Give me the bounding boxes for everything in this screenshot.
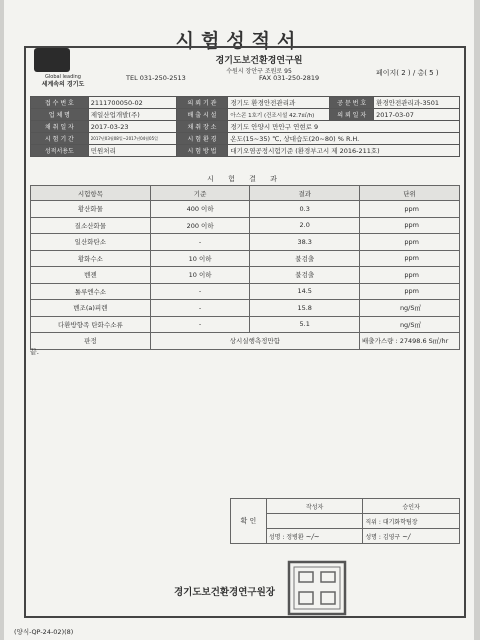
- test-item: 벤젠: [31, 267, 151, 284]
- verdict-value: 상시실행측정만함: [150, 333, 359, 350]
- approver-signature: ~/: [402, 532, 411, 541]
- result: 2.0: [250, 217, 360, 234]
- info-value: 제일산업개발(주): [88, 109, 176, 121]
- table-row: [31, 267, 460, 284]
- info-key: 의 뢰 일 자: [330, 109, 374, 121]
- issuer-name: 경기도보건환경연구원장: [174, 587, 275, 598]
- info-key: 업 체 명: [31, 109, 89, 121]
- results-header-row: [31, 186, 460, 201]
- info-key: 시 험 기 간: [31, 133, 89, 145]
- result: 불검출: [250, 250, 360, 267]
- info-row: [31, 109, 460, 121]
- standard: 10 이하: [150, 250, 250, 267]
- info-row: [31, 121, 460, 133]
- gas-flow-value: 배출가스량 : 27498.6 S㎥/hr: [360, 333, 460, 350]
- info-key: 공 문 번 호: [330, 97, 374, 109]
- info-key: 의 뢰 기 관: [176, 97, 228, 109]
- info-value: 경기도 안양시 만안구 연현로 9: [228, 121, 460, 133]
- institute-address: 수원시 장안구 조원로 95: [226, 68, 292, 75]
- standard: -: [150, 283, 250, 300]
- info-value: 2017년03월08일~2017년04월05일: [88, 133, 176, 145]
- result: 0.3: [250, 201, 360, 218]
- column-header: 기준: [150, 186, 250, 201]
- test-item: 황산화물: [31, 201, 151, 218]
- table-row: [31, 234, 460, 251]
- info-value: 환경안전관리과-3501: [374, 97, 460, 109]
- approver-header: 승인자: [363, 499, 460, 514]
- result: 15.8: [250, 300, 360, 317]
- info-value: 대기오염공정시험기준 (환경부고시 제 2016-211호): [228, 145, 460, 157]
- logo-name: 세계속의 경기도: [41, 81, 85, 88]
- info-value: 온도(15~35) ℃, 상대습도(20~80) % R.H.: [228, 133, 460, 145]
- info-key: 접 수 번 호: [31, 97, 89, 109]
- column-header: 결과: [250, 186, 360, 201]
- table-row: [31, 283, 460, 300]
- standard: 10 이하: [150, 267, 250, 284]
- test-item: 벤조(a)피렌: [31, 300, 151, 317]
- table-row: [31, 316, 460, 333]
- info-key: 성적서용도: [31, 145, 89, 157]
- test-item: 일산화탄소: [31, 234, 151, 251]
- institute-fax: FAX 031-250-2819: [259, 74, 320, 82]
- verdict-label: 판정: [31, 333, 151, 350]
- unit: ppm: [360, 250, 460, 267]
- test-item: 질소산화물: [31, 217, 151, 234]
- institute-name: 경기도보건환경연구원: [215, 56, 303, 66]
- standard: -: [150, 300, 250, 317]
- form-number: (양식-QP-24-02)(8): [14, 628, 74, 636]
- column-header: 시험항목: [31, 186, 151, 201]
- standard: -: [150, 316, 250, 333]
- test-item: 톨루엔수소: [31, 283, 151, 300]
- confirm-label: 확 인: [231, 499, 267, 544]
- table-row: [31, 250, 460, 267]
- standard: -: [150, 234, 250, 251]
- result: 38.3: [250, 234, 360, 251]
- gyeonggi-logo: [28, 46, 92, 88]
- writer-name: 성명 : 정병환: [268, 533, 304, 541]
- info-row: [31, 97, 460, 109]
- unit: ppm: [360, 234, 460, 251]
- standard: 200 이하: [150, 217, 250, 234]
- unit: ppm: [360, 217, 460, 234]
- writer-rank: [266, 514, 363, 529]
- unit: ng/S㎥: [360, 316, 460, 333]
- info-value: 2017-03-07: [374, 109, 460, 121]
- table-row: [31, 201, 460, 218]
- result: 14.5: [250, 283, 360, 300]
- writer-name-cell: [266, 529, 363, 544]
- approver-name-cell: [363, 529, 460, 544]
- writer-header: 작성자: [266, 499, 363, 514]
- writer-signature: ~/~: [305, 532, 320, 541]
- info-key: 배 출 시 설: [176, 109, 228, 121]
- test-item: 다환방향족 탄화수소류: [31, 316, 151, 333]
- confirmation-table: [230, 498, 460, 544]
- page-number: 페이지( 2 ) / 총( 5 ): [376, 69, 439, 77]
- document-title: 시험성적서: [175, 30, 303, 52]
- info-value: 민원처리: [88, 145, 176, 157]
- info-value: 2017-03-23: [88, 121, 176, 133]
- result: 5.1: [250, 316, 360, 333]
- logo-mark-icon: [34, 48, 70, 72]
- end-mark: 끝.: [30, 348, 39, 356]
- column-header: 단위: [360, 186, 460, 201]
- info-key: 시 험 방 법: [176, 145, 228, 157]
- info-row: [31, 133, 460, 145]
- document-page: [4, 0, 474, 640]
- approver-rank: 직위 : 대기화학팀장: [363, 514, 460, 529]
- info-value: 2111700050-02: [88, 97, 176, 109]
- unit: ppm: [360, 201, 460, 218]
- result: 불검출: [250, 267, 360, 284]
- institute-tel: TEL 031-250-2513: [126, 74, 186, 82]
- unit: ppm: [360, 267, 460, 284]
- info-key: 시 험 환 경: [176, 133, 228, 145]
- results-table: [30, 185, 460, 350]
- unit: ppm: [360, 283, 460, 300]
- standard: 400 이하: [150, 201, 250, 218]
- confirm-header-row: [231, 499, 460, 514]
- info-value: 아스콘 1호기 (건조시설 42.7㎥/h): [228, 109, 330, 121]
- info-key: 채 취 일 자: [31, 121, 89, 133]
- approver-name: 성명 : 김영구: [365, 533, 401, 541]
- table-row: [31, 217, 460, 234]
- verdict-row: [31, 333, 460, 350]
- test-item: 황화수소: [31, 250, 151, 267]
- unit: ng/S㎥: [360, 300, 460, 317]
- info-value: 경기도 환경안전관리과: [228, 97, 330, 109]
- logo-tagline: Global leading: [45, 74, 81, 80]
- table-row: [31, 300, 460, 317]
- official-seal-icon: [287, 560, 347, 616]
- info-key: 채 취 장 소: [176, 121, 228, 133]
- request-info-table: [30, 96, 460, 157]
- results-section-title: 시 험 결 과: [207, 175, 283, 183]
- info-row: [31, 145, 460, 157]
